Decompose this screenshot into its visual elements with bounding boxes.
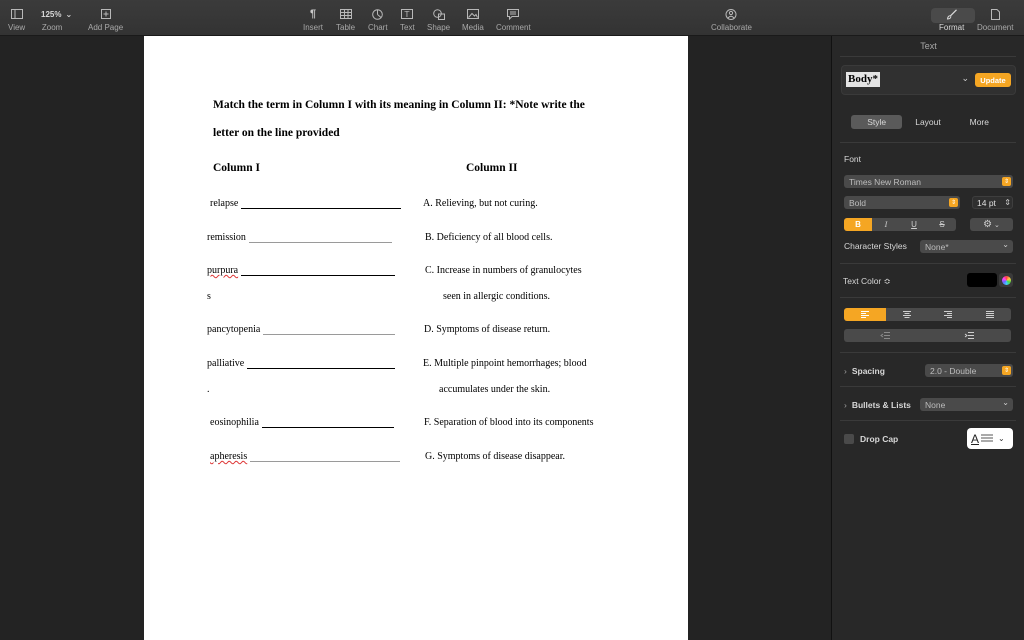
document-icon bbox=[991, 8, 1000, 20]
term-pancytopenia bbox=[207, 324, 395, 335]
chevron-down-icon: ⌄ bbox=[998, 434, 1005, 443]
color-wheel-icon bbox=[1002, 276, 1011, 285]
instructions-line-1: Match the term in Column I with its meaning in Column II: *Note write the bbox=[213, 99, 585, 111]
term-text: palliative bbox=[207, 358, 245, 369]
insert-button[interactable] bbox=[303, 8, 323, 32]
answer-line[interactable] bbox=[241, 267, 395, 276]
divider bbox=[840, 352, 1016, 353]
sidebar-title: Text bbox=[920, 41, 937, 51]
stepper-icon[interactable]: ⇕ bbox=[1004, 198, 1011, 207]
term-text: s bbox=[207, 291, 211, 302]
spacing-label: Spacing bbox=[851, 366, 885, 376]
add-page-icon bbox=[101, 8, 111, 20]
update-button[interactable]: Update bbox=[975, 73, 1011, 87]
paintbrush-icon bbox=[946, 8, 958, 20]
divider bbox=[840, 56, 1016, 57]
align-left-icon bbox=[860, 311, 870, 318]
add-page-button[interactable] bbox=[88, 8, 123, 32]
sidebar-icon bbox=[11, 8, 23, 20]
font-family-select[interactable] bbox=[844, 175, 1013, 188]
view-button[interactable] bbox=[8, 8, 25, 32]
definition-b: B. Deficiency of all blood cells. bbox=[425, 232, 553, 243]
text-box-icon bbox=[401, 8, 413, 20]
align-right-button[interactable] bbox=[928, 308, 970, 321]
stepper-icon: ⇕ bbox=[950, 200, 957, 206]
divider bbox=[840, 142, 1016, 143]
comment-icon bbox=[507, 8, 519, 20]
answer-line[interactable] bbox=[249, 234, 392, 243]
term-fragment-s bbox=[207, 291, 211, 302]
collaborate-label: Collaborate bbox=[711, 23, 752, 32]
decrease-indent-button[interactable] bbox=[844, 329, 928, 342]
drop-cap-checkbox[interactable] bbox=[844, 434, 854, 444]
collaborate-icon bbox=[725, 8, 737, 20]
tab-layout[interactable]: Layout bbox=[915, 117, 941, 127]
term-remission bbox=[207, 232, 392, 243]
definition-c-continued: seen in allergic conditions. bbox=[443, 291, 551, 302]
divider bbox=[840, 297, 1016, 298]
bullets-disclosure[interactable] bbox=[844, 400, 911, 410]
indent-buttons bbox=[844, 329, 1011, 342]
chevron-down-icon: ⌄ bbox=[65, 9, 73, 19]
term-purpura bbox=[207, 265, 395, 276]
bullets-value: None bbox=[925, 399, 946, 410]
table-label: Table bbox=[336, 23, 356, 32]
alignment-buttons bbox=[844, 308, 1011, 321]
answer-line[interactable] bbox=[247, 360, 395, 369]
term-text: relapse bbox=[210, 198, 239, 209]
drop-cap-style-button[interactable] bbox=[967, 428, 1013, 449]
format-label: Format bbox=[939, 23, 965, 32]
insert-label: Insert bbox=[303, 23, 324, 32]
spacing-disclosure[interactable] bbox=[844, 366, 885, 376]
chart-icon bbox=[372, 8, 383, 20]
font-section-label: Font bbox=[844, 154, 862, 164]
paragraph-style-selector[interactable] bbox=[841, 65, 1016, 95]
text-color-swatch[interactable] bbox=[967, 273, 997, 287]
align-center-button[interactable] bbox=[886, 308, 928, 321]
chart-label: Chart bbox=[368, 23, 388, 32]
definition-g: G. Symptoms of disease disappear. bbox=[425, 451, 565, 462]
answer-line[interactable] bbox=[263, 326, 395, 335]
character-styles-value: None* bbox=[925, 241, 949, 252]
comment-button[interactable] bbox=[496, 8, 531, 32]
tab-more[interactable]: More bbox=[969, 117, 989, 127]
shape-icon bbox=[433, 8, 445, 20]
stepper-icon: ⇕ bbox=[1003, 368, 1010, 374]
chevron-down-icon: ⌄ bbox=[994, 221, 1000, 229]
zoom-label: Zoom bbox=[41, 23, 63, 32]
format-sidebar bbox=[831, 36, 1024, 640]
text-button[interactable] bbox=[400, 8, 415, 32]
instructions-line-2: letter on the line provided bbox=[213, 127, 340, 139]
table-button[interactable] bbox=[336, 8, 355, 32]
paragraph-style-name: Body* bbox=[848, 73, 878, 85]
color-picker-button[interactable] bbox=[999, 273, 1013, 287]
bullets-select[interactable] bbox=[920, 398, 1013, 411]
document-button[interactable] bbox=[977, 8, 1013, 32]
gear-icon: ⚙ bbox=[983, 219, 993, 230]
text-label: Text bbox=[400, 23, 415, 32]
bold-button[interactable]: B bbox=[844, 218, 872, 231]
stepper-icon: ⇕ bbox=[1003, 179, 1010, 185]
indent-icon bbox=[964, 332, 975, 339]
chevron-right-icon: › bbox=[844, 400, 847, 410]
justify-button[interactable] bbox=[969, 308, 1011, 321]
svg-text:T: T bbox=[404, 10, 410, 19]
chevron-right-icon: › bbox=[844, 366, 847, 376]
answer-line[interactable] bbox=[262, 419, 394, 428]
italic-button[interactable]: I bbox=[884, 220, 888, 229]
term-palliative bbox=[207, 358, 395, 369]
term-text: eosinophilia bbox=[210, 417, 259, 428]
pilcrow-icon: ¶ bbox=[309, 8, 317, 20]
term-text: purpura bbox=[207, 265, 239, 276]
line-spacing-select[interactable] bbox=[925, 364, 1013, 377]
term-fragment-dot bbox=[207, 384, 210, 395]
definition-e: E. Multiple pinpoint hemorrhages; blood bbox=[423, 358, 587, 369]
align-left-button[interactable] bbox=[844, 308, 886, 321]
character-styles-select[interactable] bbox=[920, 240, 1013, 253]
media-icon bbox=[467, 8, 479, 20]
zoom-control[interactable] bbox=[41, 8, 72, 32]
definition-d: D. Symptoms of disease return. bbox=[424, 324, 551, 335]
shape-button[interactable] bbox=[427, 8, 450, 32]
table-icon bbox=[340, 8, 352, 20]
collaborate-button[interactable] bbox=[711, 8, 752, 32]
term-eosinophilia bbox=[210, 417, 394, 428]
font-weight-value: Bold bbox=[849, 197, 867, 208]
term-text: pancytopenia bbox=[207, 324, 261, 335]
term-apheresis bbox=[210, 451, 400, 462]
drop-cap-label: Drop Cap bbox=[860, 434, 899, 444]
answer-line[interactable] bbox=[250, 453, 400, 462]
term-text: remission bbox=[207, 232, 246, 243]
comment-label: Comment bbox=[496, 23, 531, 32]
font-size-value: 14 pt bbox=[977, 197, 996, 208]
font-weight-select[interactable] bbox=[844, 196, 960, 209]
align-right-icon bbox=[943, 311, 953, 318]
toolbar bbox=[0, 0, 1024, 36]
add-page-label: Add Page bbox=[88, 23, 124, 32]
strikethrough-button[interactable]: S bbox=[939, 220, 945, 229]
document-page[interactable] bbox=[144, 36, 688, 640]
divider bbox=[840, 386, 1016, 387]
font-family-value: Times New Roman bbox=[849, 176, 921, 187]
zoom-value: 125% bbox=[41, 9, 62, 19]
definition-e-continued: accumulates under the skin. bbox=[439, 384, 551, 395]
view-label: View bbox=[8, 23, 26, 32]
advanced-options-button[interactable] bbox=[970, 218, 1013, 231]
shape-label: Shape bbox=[427, 23, 451, 32]
text-style-buttons bbox=[844, 218, 956, 231]
text-color-label[interactable]: Text Color ≎ bbox=[843, 276, 891, 286]
bullets-label: Bullets & Lists bbox=[851, 400, 911, 410]
definition-f: F. Separation of blood into its components bbox=[424, 417, 594, 428]
increase-indent-button[interactable] bbox=[928, 329, 1012, 342]
column-1-header: Column I bbox=[213, 162, 260, 174]
media-button[interactable] bbox=[462, 8, 484, 32]
chart-button[interactable] bbox=[368, 8, 388, 32]
chevron-down-icon[interactable]: ⌄ bbox=[961, 73, 969, 83]
definition-c: C. Increase in numbers of granulocytes bbox=[425, 265, 582, 276]
term-relapse bbox=[210, 198, 401, 209]
column-2-header: Column II bbox=[466, 162, 518, 174]
chevron-down-icon: ⌄ bbox=[1002, 240, 1009, 249]
character-styles-label: Character Styles bbox=[844, 241, 907, 251]
chevron-down-icon: ⌄ bbox=[1002, 398, 1009, 407]
sidebar-tabs bbox=[851, 115, 1005, 129]
term-text: apheresis bbox=[210, 451, 248, 462]
outdent-icon bbox=[880, 332, 891, 339]
term-text: . bbox=[207, 384, 210, 395]
answer-line[interactable] bbox=[241, 200, 401, 209]
drop-cap-icon: A bbox=[971, 431, 980, 446]
tab-style[interactable]: Style bbox=[851, 115, 902, 129]
font-size-field[interactable] bbox=[972, 196, 1013, 209]
definition-a: A. Relieving, but not curing. bbox=[423, 198, 538, 209]
media-label: Media bbox=[462, 23, 484, 32]
document-label: Document bbox=[977, 23, 1014, 32]
format-button[interactable] bbox=[939, 8, 964, 32]
underline-button[interactable]: U bbox=[911, 220, 917, 229]
line-spacing-value: 2.0 - Double bbox=[930, 365, 977, 376]
justify-icon bbox=[985, 311, 995, 318]
divider bbox=[840, 420, 1016, 421]
align-center-icon bbox=[902, 311, 912, 318]
divider bbox=[840, 263, 1016, 264]
document-canvas[interactable] bbox=[0, 36, 831, 640]
